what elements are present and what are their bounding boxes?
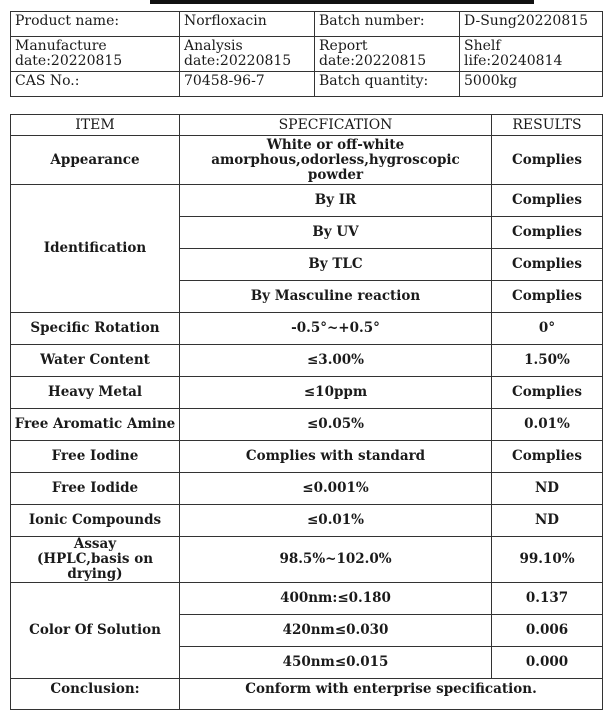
cas-label: CAS No.: [11, 72, 180, 97]
table-row [11, 185, 603, 217]
heavy-metal-spec: ≤10ppm [180, 377, 492, 409]
manufacture-date-cell [11, 37, 180, 72]
ionic-compounds-spec: ≤0.01% [180, 505, 492, 537]
free-aromatic-amine-spec: ≤0.05% [180, 409, 492, 441]
column-header-item: ITEM [11, 115, 180, 136]
assay-item-line1: Assay [73, 536, 117, 552]
product-name-label: Product name: [11, 12, 180, 37]
color-400nm-spec: 400nm:≤0.180 [180, 583, 492, 615]
table-row [11, 345, 603, 377]
table-row [11, 473, 603, 505]
identification-masculine-spec: By Masculine reaction [180, 281, 492, 313]
identification-tlc-spec: By TLC [180, 249, 492, 281]
free-aromatic-amine-result: 0.01% [492, 409, 603, 441]
water-content-item: Water Content [11, 345, 180, 377]
batch-quantity-label: Batch quantity: [315, 72, 460, 97]
table-row [11, 505, 603, 537]
analysis-date-cell [180, 37, 315, 72]
table-row [11, 136, 603, 185]
free-iodine-result: Complies [492, 441, 603, 473]
batch-number-label: Batch number: [315, 12, 460, 37]
assay-item-line2: (HPLC,basis on drying) [36, 551, 154, 582]
identification-tlc-result: Complies [492, 249, 603, 281]
free-iodine-item: Free Iodine [11, 441, 180, 473]
shelf-label: Shelf [464, 38, 501, 54]
assay-spec: 98.5%~102.0% [180, 537, 492, 583]
top-rule [150, 0, 534, 4]
report-label: Report [319, 38, 368, 54]
appearance-spec-line1: White or off-white [266, 136, 405, 153]
water-content-spec: ≤3.00% [180, 345, 492, 377]
analysis-label: Analysis [184, 38, 243, 54]
appearance-spec-line2: amorphous,odorless,hygroscopic powder [211, 151, 460, 183]
color-420nm-spec: 420nm≤0.030 [180, 615, 492, 647]
appearance-item: Appearance [11, 136, 180, 185]
manufacture-date: date:20220815 [15, 53, 123, 69]
identification-uv-result: Complies [492, 217, 603, 249]
analysis-date: date:20220815 [184, 53, 292, 69]
cas-value: 70458-96-7 [180, 72, 315, 97]
shelf-life: life:20240814 [464, 53, 563, 69]
specific-rotation-item: Specific Rotation [11, 313, 180, 345]
conclusion-text: Conform with enterprise specification. [180, 679, 603, 710]
free-iodide-result: ND [492, 473, 603, 505]
ionic-compounds-item: Ionic Compounds [11, 505, 180, 537]
report-date: date:20220815 [319, 53, 427, 69]
identification-item: Identification [11, 185, 180, 313]
table-row [11, 679, 603, 710]
table-row [11, 583, 603, 615]
specification-table [10, 114, 603, 710]
free-iodide-spec: ≤0.001% [180, 473, 492, 505]
color-450nm-result: 0.000 [492, 647, 603, 679]
product-name-value: Norfloxacin [180, 12, 315, 37]
specific-rotation-spec: -0.5°~+0.5° [180, 313, 492, 345]
free-iodide-item: Free Iodide [11, 473, 180, 505]
manufacture-label: Manufacture [15, 38, 107, 54]
conclusion-label: Conclusion: [11, 679, 180, 710]
table-row [11, 409, 603, 441]
color-450nm-spec: 450nm≤0.015 [180, 647, 492, 679]
identification-uv-spec: By UV [180, 217, 492, 249]
batch-quantity-value: 5000kg [460, 72, 603, 97]
product-info-table [10, 11, 603, 97]
water-content-result: 1.50% [492, 345, 603, 377]
batch-number-value: D-Sung20220815 [460, 12, 603, 37]
assay-item [11, 537, 180, 583]
identification-ir-spec: By IR [180, 185, 492, 217]
color-of-solution-item: Color Of Solution [11, 583, 180, 679]
appearance-result: Complies [492, 136, 603, 185]
shelf-life-cell [460, 37, 603, 72]
table-row [11, 441, 603, 473]
color-420nm-result: 0.006 [492, 615, 603, 647]
appearance-spec [180, 136, 492, 185]
free-aromatic-amine-item: Free Aromatic Amine [11, 409, 180, 441]
identification-masculine-result: Complies [492, 281, 603, 313]
free-iodine-spec: Complies with standard [180, 441, 492, 473]
column-header-specification: SPECFICATION [180, 115, 492, 136]
heavy-metal-item: Heavy Metal [11, 377, 180, 409]
table-row [11, 313, 603, 345]
heavy-metal-result: Complies [492, 377, 603, 409]
specific-rotation-result: 0° [492, 313, 603, 345]
table-row [11, 537, 603, 583]
report-date-cell [315, 37, 460, 72]
assay-result: 99.10% [492, 537, 603, 583]
color-400nm-result: 0.137 [492, 583, 603, 615]
identification-ir-result: Complies [492, 185, 603, 217]
column-header-results: RESULTS [492, 115, 603, 136]
ionic-compounds-result: ND [492, 505, 603, 537]
table-row [11, 377, 603, 409]
